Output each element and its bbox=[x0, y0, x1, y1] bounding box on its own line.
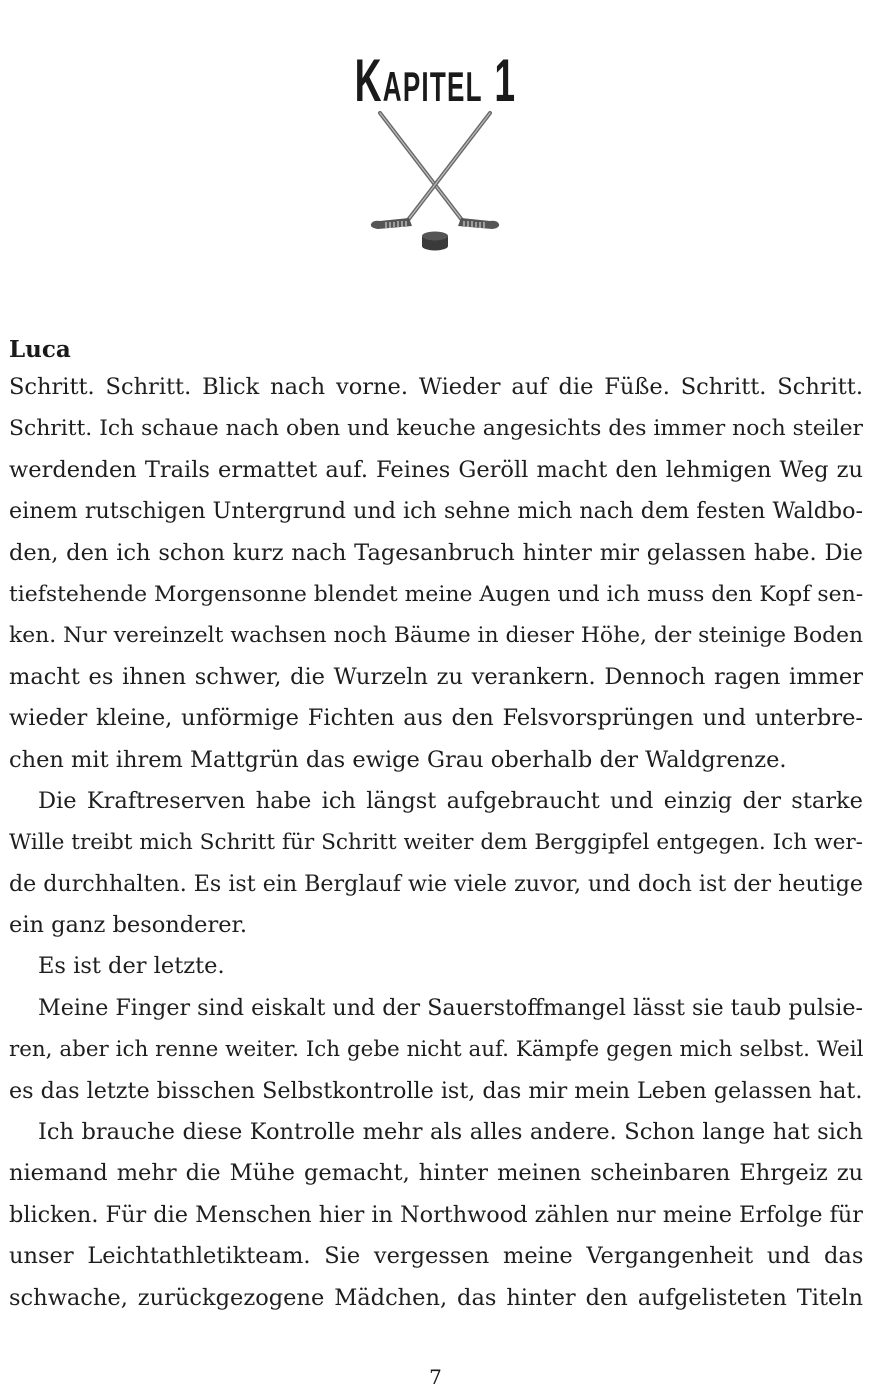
text-line: Meine Finger sind eiskalt und der Sauerstoffmangel lässt sie taub pulsie- bbox=[38, 994, 863, 1021]
text-line: unser Leichtathletikteam. Sie vergessen meine Vergangenheit und das bbox=[9, 1243, 864, 1270]
text-line: Wille treibt mich Schritt für Schritt weiter dem Berggipfel entgegen. Ich wer- bbox=[9, 830, 863, 856]
body-text bbox=[9, 367, 863, 1319]
text-line: einem rutschigen Untergrund und ich sehne mich nach dem festen Waldbo- bbox=[9, 498, 863, 525]
paragraph bbox=[9, 1112, 863, 1319]
text-line: den, den ich schon kurz nach Tagesanbruch hinter mir gelassen habe. Die bbox=[9, 539, 863, 566]
text-line: ken. Nur vereinzelt wachsen noch Bäume in dieser Höhe, der steinige Boden bbox=[9, 623, 864, 649]
text-line: Ich brauche diese Kontrolle mehr als alles andere. Schon lange hat sich bbox=[38, 1119, 863, 1146]
paragraph bbox=[9, 781, 863, 947]
text-line: Es ist der letzte. bbox=[38, 953, 225, 980]
hockey-sticks-icon bbox=[360, 108, 510, 258]
text-line: ren, aber ich renne weiter. Ich gebe nicht auf. Kämpfe gegen mich selbst. Weil bbox=[9, 1037, 864, 1063]
text-line: ein ganz besonderer. bbox=[9, 912, 247, 939]
text-line: schwache, zurückgezogene Mädchen, das hinter den aufgelisteten Titeln bbox=[9, 1284, 863, 1311]
text-line: tiefstehende Morgensonne blendet meine Augen und ich muss den Kopf sen- bbox=[9, 581, 864, 607]
text-line: werdenden Trails ermattet auf. Feines Geröll macht den lehmigen Weg zu bbox=[9, 456, 863, 483]
paragraph bbox=[9, 988, 863, 1112]
puck-icon bbox=[422, 232, 448, 251]
pov-heading: Luca bbox=[9, 336, 71, 363]
text-line: macht es ihnen schwer, die Wurzeln zu verankern. Dennoch ragen immer bbox=[9, 663, 863, 690]
text-line: Schritt. Schritt. Blick nach vorne. Wieder auf die Füße. Schritt. Schritt. bbox=[9, 374, 863, 400]
text-line: chen mit ihrem Mattgrün das ewige Grau oberhalb der Waldgrenze. bbox=[9, 746, 787, 773]
text-line: wieder kleine, unförmige Fichten aus den Felsvorsprüngen und unterbre- bbox=[9, 705, 863, 732]
text-line: Schritt. Ich schaue nach oben und keuche angesichts des immer noch steiler bbox=[9, 416, 863, 442]
text-line: de durchhalten. Es ist ein Berglauf wie viele zuvor, und doch ist der heutige bbox=[9, 870, 863, 897]
text-line: niemand mehr die Mühe gemacht, hinter meinen scheinbaren Ehrgeiz zu bbox=[9, 1160, 864, 1187]
text-line: blicken. Für die Menschen hier in Northwood zählen nur meine Erfolge für bbox=[9, 1201, 863, 1228]
chapter-title: Kapitel 1 bbox=[354, 47, 517, 115]
text-line: Die Kraftreserven habe ich längst aufgebraucht und einzig der starke bbox=[38, 787, 863, 814]
page-number: 7 bbox=[429, 1365, 442, 1389]
paragraph bbox=[9, 946, 863, 987]
paragraph bbox=[9, 367, 863, 781]
text-line: es das letzte bisschen Selbstkontrolle ist, das mir mein Leben gelassen hat. bbox=[9, 1077, 863, 1104]
